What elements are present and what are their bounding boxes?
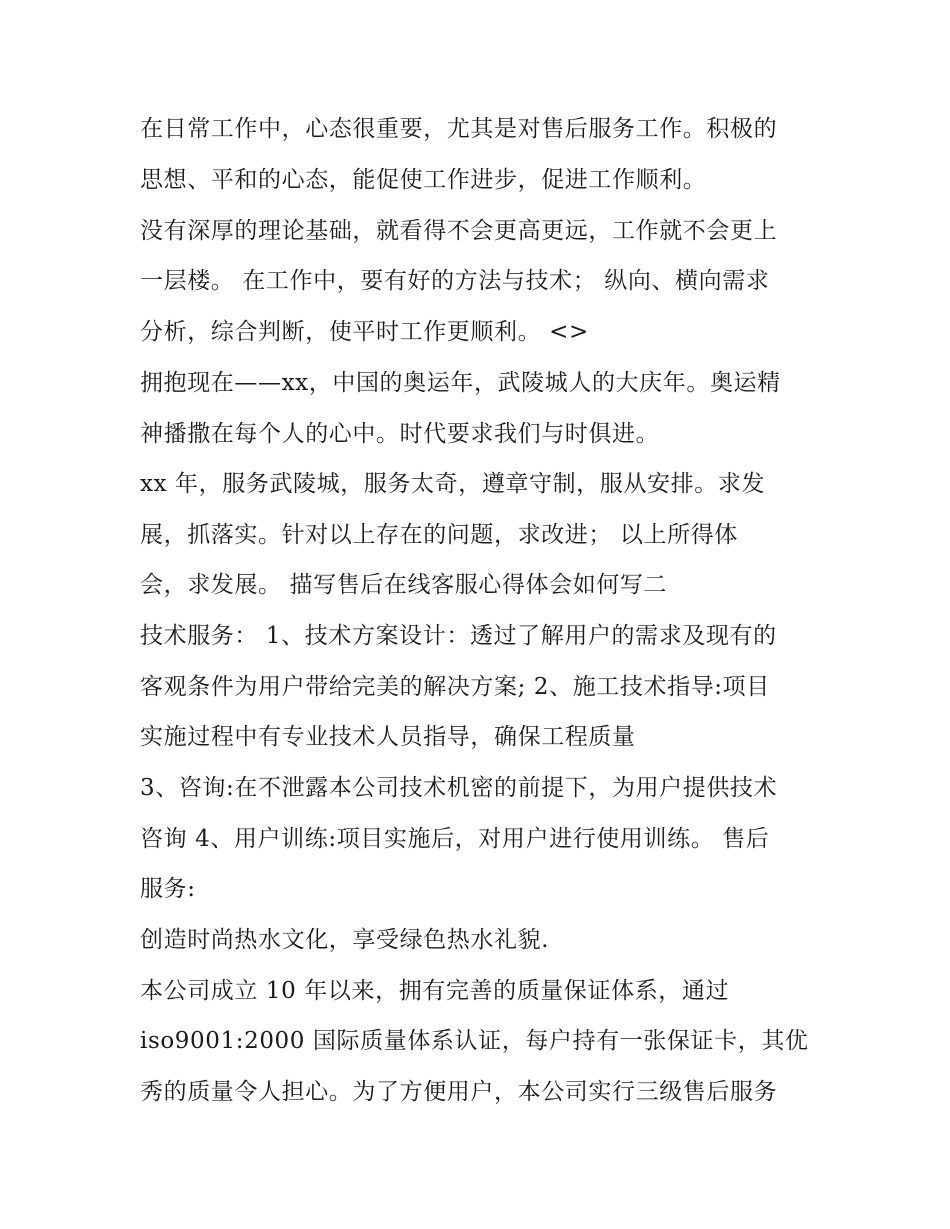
text-line: 在日常工作中，心态很重要，尤其是对售后服务工作。积极的 bbox=[140, 116, 778, 142]
text-line: 没有深厚的理论基础，就看得不会更高更远，工作就不会更上 bbox=[140, 218, 778, 244]
text-line: xx 年，服务武陵城，服务太奇，遵章守制，服从安排。求发 bbox=[140, 471, 766, 497]
text-line: iso9001:2000 国际质量体系认证，每户持有一张保证卡，其优 bbox=[140, 1028, 809, 1054]
text-line: 展，抓落实。针对以上存在的问题，求改进； 以上所得体 bbox=[140, 522, 738, 548]
text-line: 思想、平和的心态，能促使工作进步，促进工作顺利。 bbox=[140, 167, 707, 193]
text-line: 拥抱现在——xx，中国的奥运年，武陵城人的大庆年。奥运精 bbox=[140, 370, 781, 396]
text-line: 客观条件为用户带给完美的解决方案; 2、施工技术指导:项目 bbox=[140, 674, 770, 700]
text-line: 秀的质量令人担心。为了方便用户，本公司实行三级售后服务 bbox=[140, 1079, 778, 1105]
text-line: 技术服务： 1、技术方案设计：透过了解用户的需求及现有的 bbox=[140, 623, 777, 649]
text-line: 咨询 4、用户训练:项目实施后，对用户进行使用训练。 售后 bbox=[140, 826, 770, 852]
text-line: 服务: bbox=[140, 876, 196, 902]
text-line: 分析，综合判断，使平时工作更顺利。 <> bbox=[140, 319, 589, 345]
text-line: 创造时尚热水文化，享受绿色热水礼貌. bbox=[140, 927, 550, 953]
text-line: 本公司成立 10 年以来，拥有完善的质量保证体系，通过 bbox=[140, 978, 730, 1004]
text-line: 实施过程中有专业技术人员指导，确保工程质量 bbox=[140, 724, 636, 750]
text-line: 3、咨询:在不泄露本公司技术机密的前提下，为用户提供技术 bbox=[140, 775, 778, 801]
text-line: 会，求发展。 描写售后在线客服心得体会如何写二 bbox=[140, 572, 668, 598]
text-line: 一层楼。 在工作中，要有好的方法与技术； 纵向、横向需求 bbox=[140, 268, 770, 294]
text-line: 神播撒在每个人的心中。时代要求我们与时俱进。 bbox=[140, 421, 660, 447]
